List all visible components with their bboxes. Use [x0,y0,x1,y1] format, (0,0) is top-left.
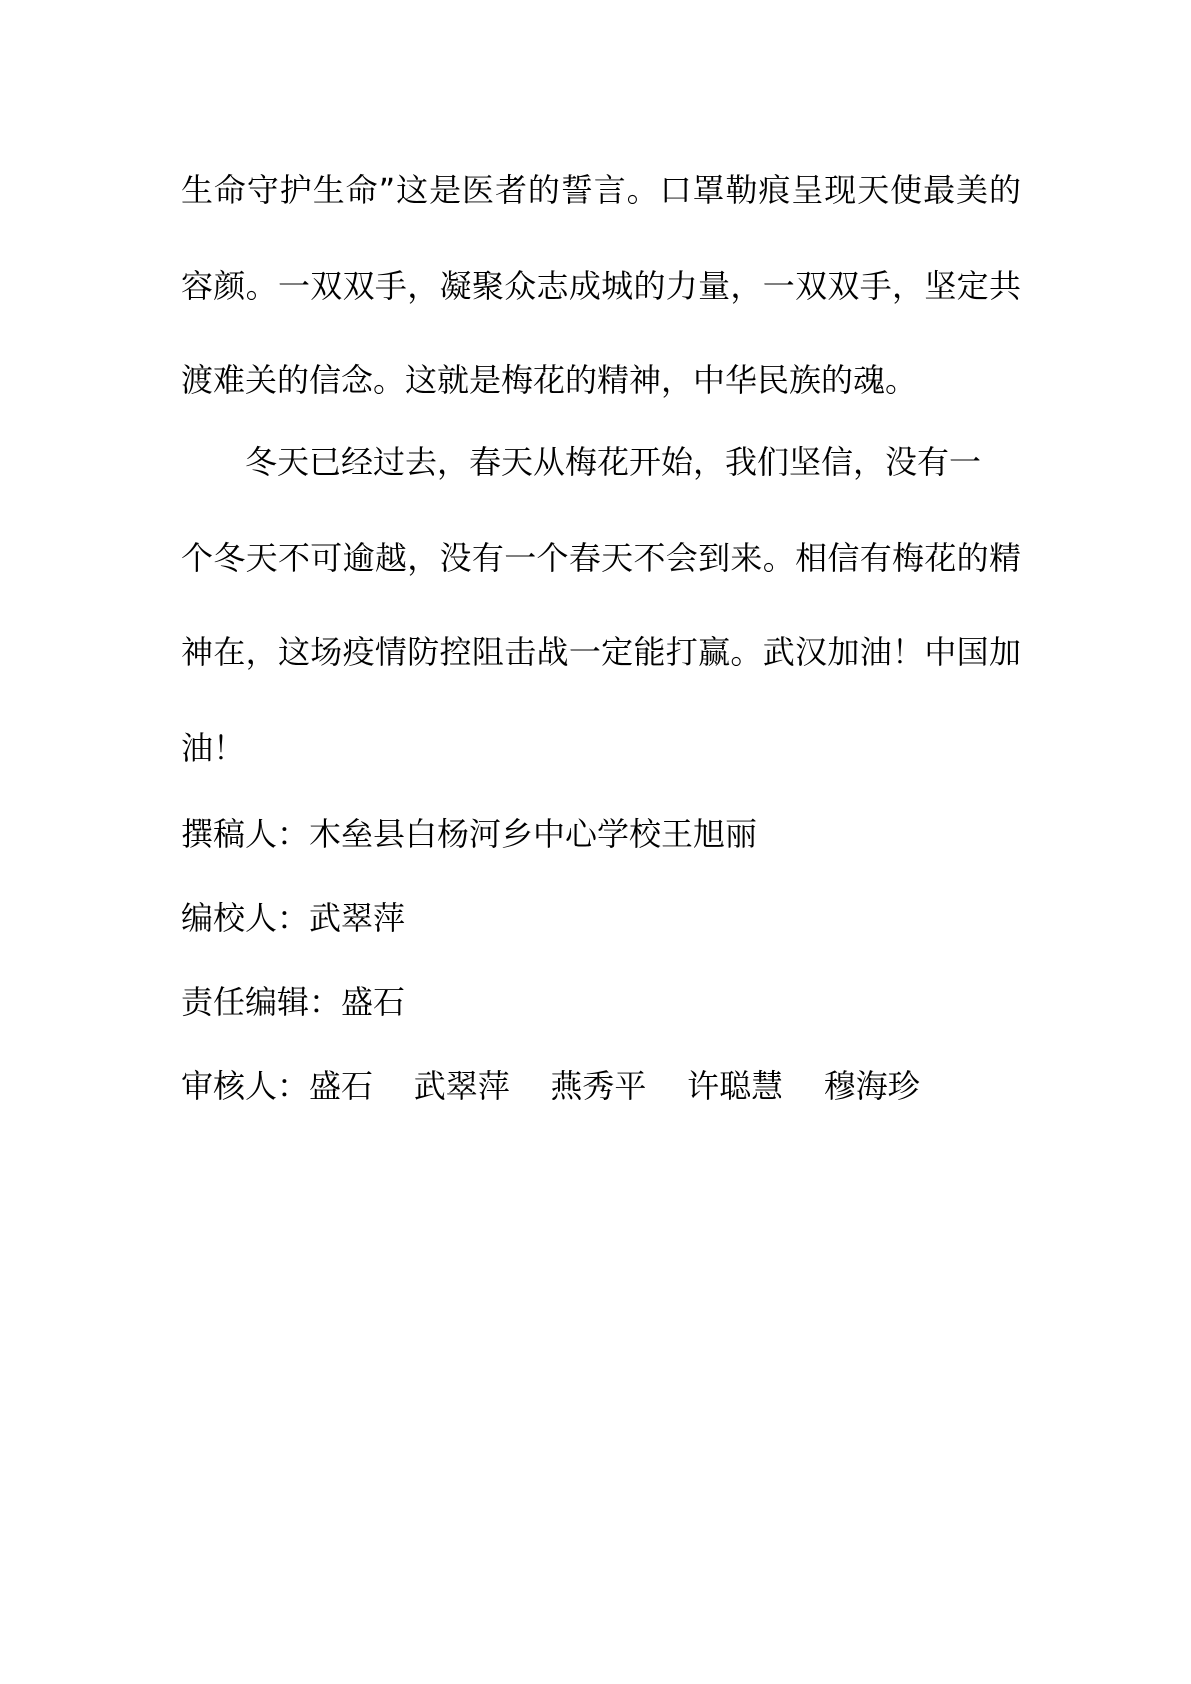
credit-author: 撰稿人：木垒县白杨河乡中心学校王旭丽 [181,815,758,853]
body-line-3: 渡难关的信念。这就是梅花的精神，中华民族的魂。 [181,361,918,399]
credit-proofreader: 编校人：武翠萍 [181,899,406,937]
body-line-4: 冬天已经过去，春天从梅花开始，我们坚信，没有一 [245,443,982,481]
body-line-6: 神在，这场疫情防控阻击战一定能打赢。武汉加油！中国加 [181,633,1021,671]
body-line-1: 生命守护生命”这是医者的誓言。口罩勒痕呈现天使最美的 [181,171,1021,209]
body-line-2: 容颜。一双双手，凝聚众志成城的力量，一双双手，坚定共 [181,267,1021,305]
body-line-5: 个冬天不可逾越，没有一个春天不会到来。相信有梅花的精 [181,539,1021,577]
credit-editor: 责任编辑：盛石 [181,983,406,1021]
credit-reviewers: 审核人：盛石 武翠萍 燕秀平 许聪慧 穆海珍 [181,1067,920,1105]
body-line-7: 油！ [181,729,246,767]
